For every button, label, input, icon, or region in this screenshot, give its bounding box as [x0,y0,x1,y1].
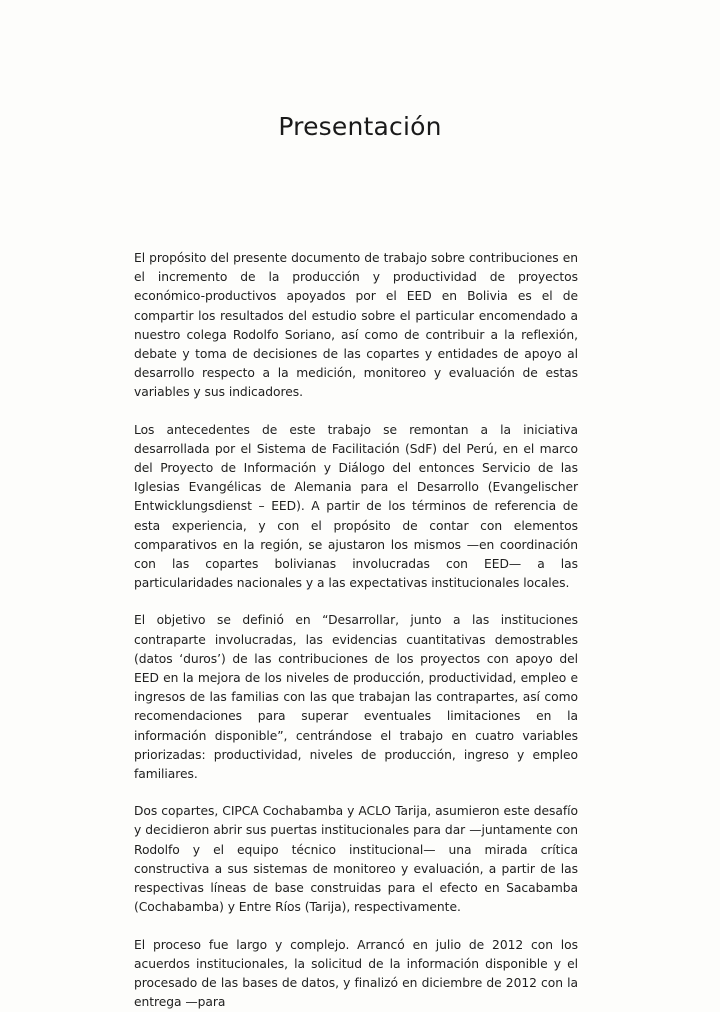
body-text [134,249,578,1012]
paragraph-objective: El objetivo se definió en “Desarrollar, junto a las instituciones contraparte involucradas, las evidencias cuantitativas demostrables (datos ‘duros’) de las contribuciones de los proyectos con apoyo del EED en la mejora de los niveles de producción, productividad, empleo e ingresos de las familias con las que trabajan las contrapartes, así como recomendaciones para superar eventuales limitaciones en la información disponible”, centrándose el trabajo en cuatro variables priorizadas: productividad, niveles de producción, ingreso y empleo familiares. [134,611,578,784]
paragraph-background: Los antecedentes de este trabajo se remontan a la iniciativa desarrollada por el Sistema de Facilitación (SdF) del Perú, en el marco del Proyecto de Información y Diálogo del entonces Servicio de las Iglesias Evangélicas de Alemania para el Desarrollo (Evangelischer Entwicklungsdienst – EED). A partir de los términos de referencia de esta experiencia, y con el propósito de contar con elementos comparativos en la región, se ajustaron los mismos —en coordinación con las copartes bolivianas involucradas con EED— a las particularidades nacionales y a las expectativas institucionales locales. [134,421,578,594]
paragraph-partners: Dos copartes, CIPCA Cochabamba y ACLO Tarija, asumieron este desafío y decidieron abrir sus puertas institucionales para dar —juntamente con Rodolfo y el equipo técnico institucional— una mirada crítica constructiva a sus sistemas de monitoreo y evaluación, a partir de las respectivas líneas de base construidas para el efecto en Sacabamba (Cochabamba) y Entre Ríos (Tarija), respectivamente. [134,802,578,917]
paragraph-purpose: El propósito del presente documento de trabajo sobre contribuciones en el incremento de la producción y productividad de proyectos económico-productivos apoyados por el EED en Bolivia es el de compartir los resultados del estudio sobre el particular encomendado a nuestro colega Rodolfo Soriano, así como de contribuir a la reflexión, debate y toma de decisiones de las copartes y entidades de apoyo al desarrollo respecto a la medición, monitoreo y evaluación de estas variables y sus indicadores. [134,249,578,403]
page-title: Presentación [0,112,720,141]
paragraph-process: El proceso fue largo y complejo. Arrancó en julio de 2012 con los acuerdos institucionales, la solicitud de la información disponible y el procesado de las bases de datos, y finalizó en diciembre de 2012 con la entrega —para [134,936,578,1012]
